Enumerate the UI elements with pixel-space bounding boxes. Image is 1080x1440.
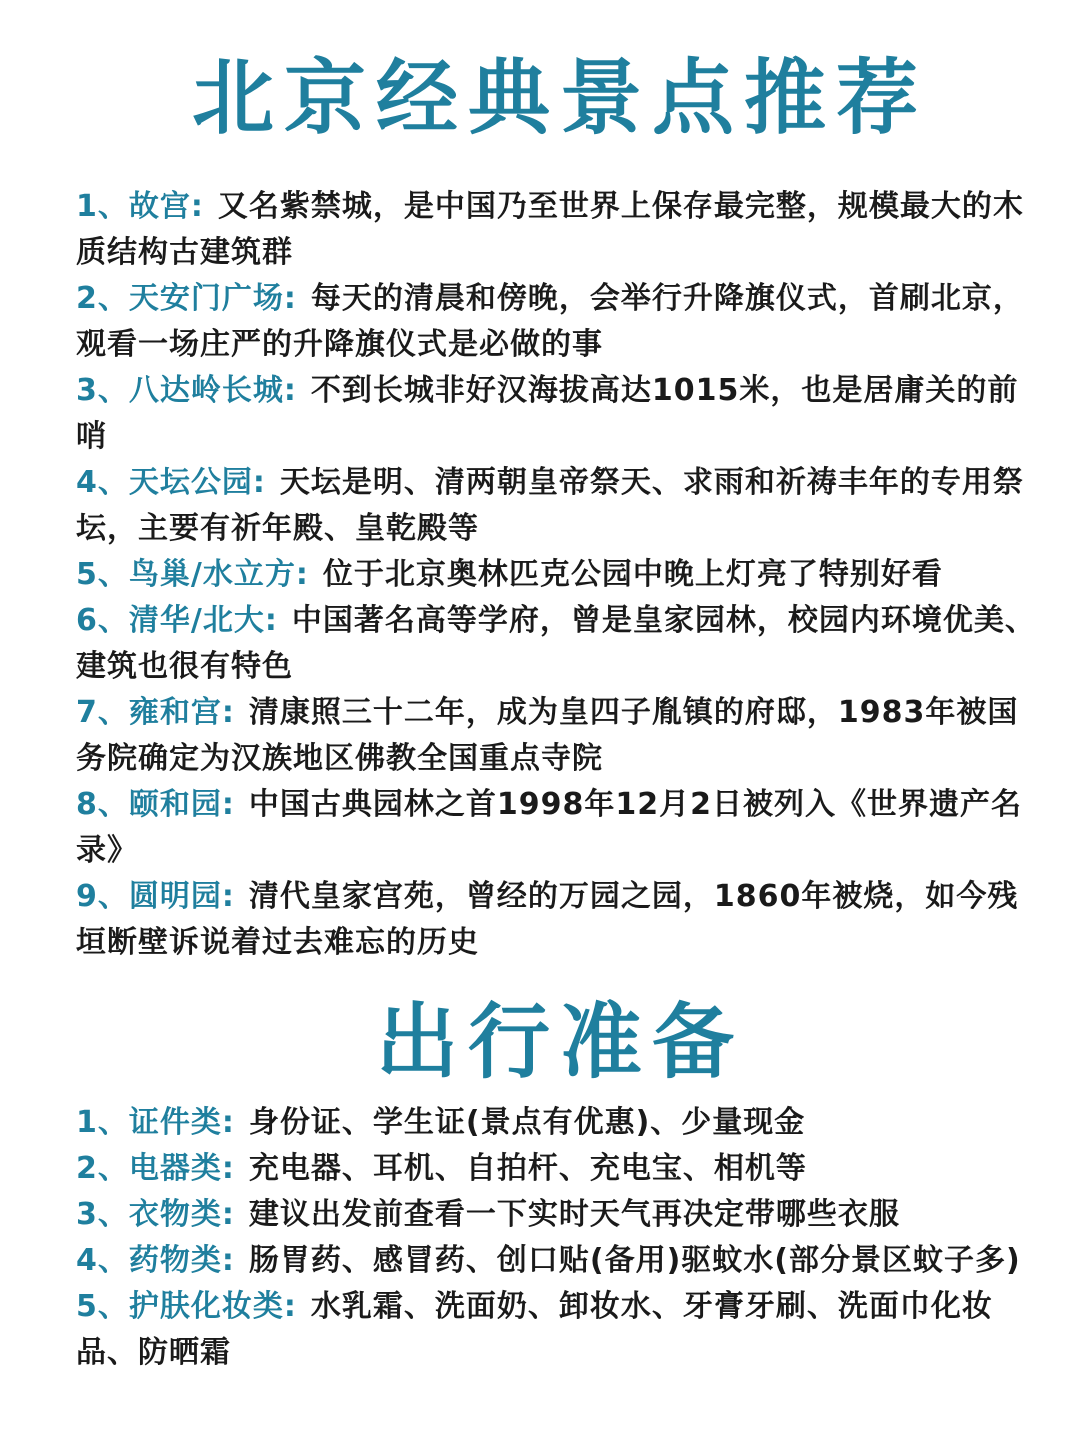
item-text: 水乳霜、洗面奶、卸妆水、牙膏牙刷、洗面巾化妆品、防晒霜 xyxy=(76,1289,993,1370)
list-item xyxy=(76,690,1036,782)
item-text: 清代皇家宫苑，曾经的万园之园，1860年被烧，如今残垣断壁诉说着过去难忘的历史 xyxy=(76,879,1019,960)
list-item xyxy=(76,1100,1036,1146)
list-item xyxy=(76,782,1036,874)
list-item xyxy=(76,1284,1036,1376)
item-label: 1、故宫: xyxy=(76,189,204,224)
list-item xyxy=(76,598,1036,690)
item-label: 3、八达岭长城: xyxy=(76,373,297,408)
item-text: 天坛是明、清两朝皇帝祭天、求雨和祈祷丰年的专用祭坛，主要有祈年殿、皇乾殿等 xyxy=(76,465,1024,546)
item-label: 9、圆明园: xyxy=(76,879,235,914)
item-text: 又名紫禁城，是中国乃至世界上保存最完整，规模最大的木质结构古建筑群 xyxy=(76,189,1024,270)
item-label: 5、鸟巢/水立方: xyxy=(76,557,309,592)
item-label: 2、电器类: xyxy=(76,1151,235,1186)
list-item xyxy=(76,874,1036,966)
item-label: 1、证件类: xyxy=(76,1105,235,1140)
section-title: 出行准备 xyxy=(375,995,744,1090)
list-item xyxy=(76,1146,1036,1192)
list-item xyxy=(76,368,1036,460)
item-text: 建议出发前查看一下实时天气再决定带哪些衣服 xyxy=(248,1197,900,1232)
item-label: 8、颐和园: xyxy=(76,787,235,822)
item-label: 6、清华/北大: xyxy=(76,603,278,638)
item-text: 位于北京奥林匹克公园中晚上灯亮了特别好看 xyxy=(322,557,943,592)
item-label: 3、衣物类: xyxy=(76,1197,235,1232)
item-text: 中国古典园林之首1998年12月2日被列入《世界遗产名录》 xyxy=(76,787,1022,868)
item-text: 不到长城非好汉海拔高达1015米，也是居庸关的前哨 xyxy=(76,373,1019,454)
item-text: 充电器、耳机、自拍杆、充电宝、相机等 xyxy=(248,1151,807,1186)
item-label: 4、天坛公园: xyxy=(76,465,266,500)
item-label: 2、天安门广场: xyxy=(76,281,297,316)
item-label: 4、药物类: xyxy=(76,1243,235,1278)
attractions-list xyxy=(76,184,1036,966)
list-item xyxy=(76,184,1036,276)
item-text: 每天的清晨和傍晚，会举行升降旗仪式，首刷北京，观看一场庄严的升降旗仪式是必做的事 xyxy=(76,281,1024,362)
list-item xyxy=(76,460,1036,552)
item-label: 5、护肤化妆类: xyxy=(76,1289,297,1324)
page-title: 北京经典景点推荐 xyxy=(191,51,928,146)
item-text: 中国著名高等学府，曾是皇家园林，校园内环境优美、建筑也很有特色 xyxy=(76,603,1036,684)
list-item xyxy=(76,552,1036,598)
item-text: 清康照三十二年，成为皇四子胤镇的府邸，1983年被国务院确定为汉族地区佛教全国重点寺院 xyxy=(76,695,1019,776)
packing-list xyxy=(76,1100,1036,1376)
list-item xyxy=(76,276,1036,368)
item-label: 7、雍和宫: xyxy=(76,695,235,730)
list-item xyxy=(76,1238,1036,1284)
item-text: 肠胃药、感冒药、创口贴(备用)驱蚊水(部分景区蚊子多) xyxy=(248,1243,1021,1278)
item-text: 身份证、学生证(景点有优惠)、少量现金 xyxy=(248,1105,806,1140)
list-item xyxy=(76,1192,1036,1238)
